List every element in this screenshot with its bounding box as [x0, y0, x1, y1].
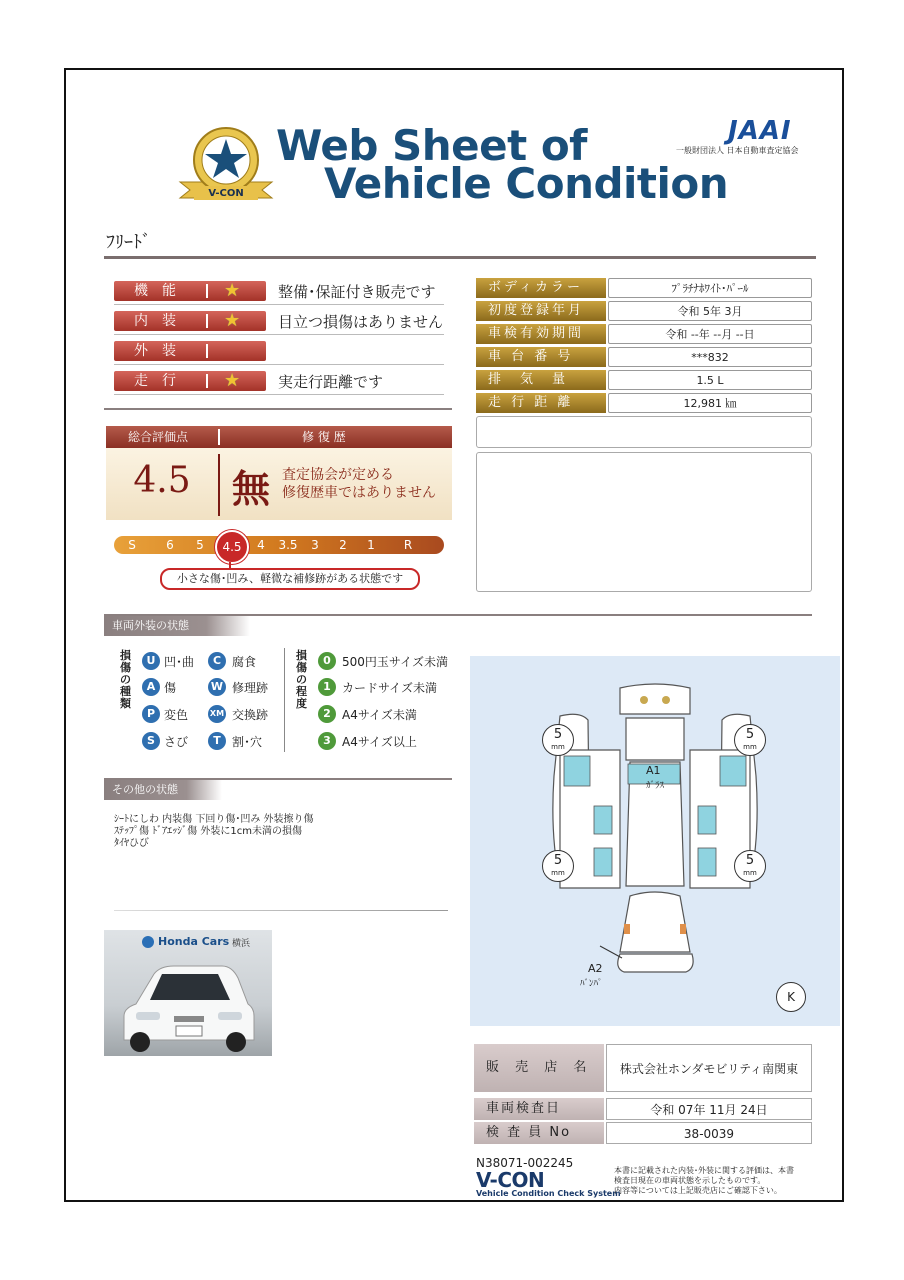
badge-0-icon: 0: [318, 652, 336, 670]
repair-text-line-2: 修復歴車ではありません: [282, 485, 436, 501]
degree-label: A4サイズ以上: [342, 735, 417, 749]
type-label: 腐食: [232, 655, 257, 669]
repair-history-heading: 修 復 歴: [302, 430, 346, 444]
eval-label-pill: [114, 371, 266, 391]
eval-text: 目立つ損傷はありません: [278, 313, 444, 331]
damage-mark-note: ﾊﾞﾝﾊﾟ: [580, 979, 603, 989]
damage-mark-code: A1: [646, 764, 661, 777]
spec-value: 12,981 ㎞: [608, 393, 812, 413]
degree-label: A4サイズ未満: [342, 708, 417, 722]
eval-label: 内 装: [134, 313, 176, 329]
damage-type-label: 損傷の種類: [120, 649, 131, 710]
type-label: 割･穴: [232, 735, 263, 749]
type-label: 修理跡: [232, 681, 269, 695]
title-line-1: Web Sheet of: [276, 121, 587, 170]
tread-value: 5: [745, 853, 755, 868]
exterior-legend: [104, 646, 454, 756]
footer-note-line: 検査日現在の車両状態を示したものです。: [614, 1176, 766, 1185]
inspector-value: 38-0039: [606, 1122, 812, 1144]
score-body: [106, 448, 452, 520]
tread-unit: mm: [551, 743, 565, 751]
spec-value: 令和 --年 --月 --日: [608, 324, 812, 344]
tread-depth-rear-right: [734, 850, 766, 882]
repair-mark: 無: [232, 466, 271, 511]
degree-label: カードサイズ未満: [342, 681, 438, 695]
type-label: 凹･曲: [164, 655, 195, 669]
scale-selected-marker: [215, 530, 249, 564]
legend-divider: [284, 648, 285, 752]
footer-note: [614, 1166, 824, 1196]
badge-p-icon: P: [142, 705, 160, 723]
shop-info: [474, 1044, 812, 1146]
spec-label: 初度登録年月: [476, 301, 606, 321]
damage-mark-note: ｶﾞﾗｽ: [646, 781, 665, 791]
tread-depth-rear-left: [542, 850, 574, 882]
scale-item: 3: [311, 538, 319, 552]
type-label: 交換跡: [232, 708, 269, 722]
spec-label: 走 行 距 離: [476, 393, 606, 413]
star-icon: ★: [224, 280, 241, 301]
star-icon: ★: [224, 370, 241, 391]
type-label: 変色: [164, 708, 189, 722]
scale-item: 4: [257, 538, 265, 552]
other-line: ｽﾃｯﾌﾟ傷 ﾄﾞｱｴｯｼﾞ傷 外装に1cm未満の損傷: [114, 826, 302, 837]
store-label: 販 売 店 名: [474, 1044, 604, 1092]
badge-a-icon: A: [142, 678, 160, 696]
other-line: ﾀｲﾔひび: [114, 838, 149, 849]
scale-item: 5: [196, 538, 204, 552]
vcon-emblem-text: V-CON: [208, 188, 244, 199]
scale-selected-value: 4.5: [222, 540, 242, 554]
inspector-label: 検 査 員 No: [474, 1122, 604, 1144]
spec-value: ﾌﾟﾗﾁﾅﾎﾜｲﾄ･ﾊﾟｰﾙ: [608, 278, 812, 298]
store-value: 株式会社ホンダモビリティ南関東: [606, 1044, 812, 1092]
badge-xm-icon: XM: [208, 705, 226, 723]
tread-value: 5: [745, 727, 755, 742]
spec-value: 令和 5年 3月: [608, 301, 812, 321]
notes-box-small: [476, 416, 812, 448]
eval-label-pill: [114, 311, 266, 331]
damage-diagram: [470, 656, 840, 1026]
eval-text: 実走行距離です: [278, 373, 384, 391]
car-name: ﾌﾘｰﾄﾞ: [106, 232, 151, 253]
jaai-org-name: 一般財団法人 日本自動車査定協会: [676, 146, 799, 155]
total-score-heading: 総合評価点: [128, 430, 189, 444]
tread-value: 5: [553, 727, 563, 742]
header-divider: [218, 429, 220, 445]
tread-unit: mm: [551, 869, 565, 877]
damage-mark-code: A2: [588, 962, 603, 975]
eval-label: 走 行: [134, 373, 176, 389]
footer-note-line: 内容等については上記販売店にご確認下さい。: [614, 1186, 782, 1195]
eval-separator: [206, 374, 208, 388]
spec-label: 車検有効期間: [476, 324, 606, 344]
tread-depth-front-left: [542, 724, 574, 756]
eval-row-exterior: [114, 340, 444, 365]
type-label: 傷: [164, 681, 177, 695]
spec-value: ***832: [608, 347, 812, 367]
exterior-heading: 車両外装の状態: [104, 616, 250, 636]
document-number: N38071-002245: [476, 1156, 574, 1170]
notes-box-large: [476, 452, 812, 592]
vcon-emblem-logo: [176, 124, 276, 208]
badge-c-icon: C: [208, 652, 226, 670]
divider-top: [104, 256, 816, 259]
tread-unit: mm: [743, 869, 757, 877]
tread-value: 5: [553, 853, 563, 868]
damage-degree-label: 損傷の程度: [296, 649, 307, 710]
dealer-sign: Honda Cars: [158, 935, 230, 948]
eval-label-pill: [114, 341, 266, 361]
honda-logo-icon: [142, 936, 154, 948]
badge-u-icon: U: [142, 652, 160, 670]
footer-note-line: 本書に記載された内装･外装に関する評価は、本書: [614, 1166, 794, 1175]
tread-unit: mm: [743, 743, 757, 751]
car-photo: [104, 930, 272, 1056]
dealer-sign-sub: 横浜: [232, 939, 251, 949]
eval-row-function: [114, 280, 444, 305]
scale-caption: 小さな傷･凹み、軽微な補修跡がある状態です: [160, 568, 420, 590]
other-conditions: [114, 814, 454, 850]
badge-2-icon: 2: [318, 705, 336, 723]
inspection-date-value: 令和 07年 11月 24日: [606, 1098, 812, 1120]
spec-label: ボディカラー: [476, 278, 606, 298]
score-header: [106, 426, 452, 448]
divider-eval: [104, 408, 452, 410]
tread-depth-front-right: [734, 724, 766, 756]
scale-item: 2: [339, 538, 347, 552]
grade-scale: [114, 536, 444, 554]
badge-s-icon: S: [142, 732, 160, 750]
scale-item: 1: [367, 538, 375, 552]
badge-t-icon: T: [208, 732, 226, 750]
evaluation-list: [114, 280, 444, 400]
title-line-2: Vehicle Condition: [324, 159, 729, 208]
other-heading: その他の状態: [104, 780, 222, 800]
vcon-brand-sub: Vehicle Condition Check System: [476, 1189, 621, 1198]
degree-label: 500円玉サイズ未満: [342, 655, 448, 669]
eval-text: 整備･保証付き販売です: [278, 283, 436, 301]
eval-separator: [206, 314, 208, 328]
vehicle-outline-diagram: [470, 656, 840, 1026]
body-divider: [218, 454, 220, 516]
spec-table: [476, 278, 812, 414]
badge-w-icon: W: [208, 678, 226, 696]
eval-separator: [206, 284, 208, 298]
divider-fade: [114, 910, 448, 911]
vcon-brand: V-CON: [476, 1168, 545, 1192]
eval-row-mileage: [114, 370, 444, 395]
badge-1-icon: 1: [318, 678, 336, 696]
k-mark-badge: K: [776, 982, 806, 1012]
star-icon: ★: [224, 310, 241, 331]
scale-item: 6: [166, 538, 174, 552]
score-panel: [106, 426, 452, 520]
eval-label: 機 能: [134, 283, 176, 299]
score-value: 4.5: [133, 460, 191, 501]
spec-label: 排 気 量: [476, 370, 606, 390]
repair-text-line-1: 査定協会が定める: [282, 467, 394, 483]
car-image: [114, 956, 264, 1056]
eval-label-pill: [114, 281, 266, 301]
jaai-logo: JAAI: [728, 116, 792, 146]
other-line: ｼｰﾄにしわ 内装傷 下回り傷･凹み 外装擦り傷: [114, 814, 314, 825]
type-label: さび: [164, 735, 189, 749]
eval-separator: [206, 344, 208, 358]
inspection-date-label: 車両検査日: [474, 1098, 604, 1120]
eval-row-interior: [114, 310, 444, 335]
spec-value: 1.5 L: [608, 370, 812, 390]
scale-item: R: [403, 538, 413, 552]
badge-3-icon: 3: [318, 732, 336, 750]
scale-item: S: [128, 538, 136, 552]
spec-label: 車 台 番 号: [476, 347, 606, 367]
scale-item: 3.5: [278, 538, 298, 552]
eval-label: 外 装: [134, 343, 176, 359]
